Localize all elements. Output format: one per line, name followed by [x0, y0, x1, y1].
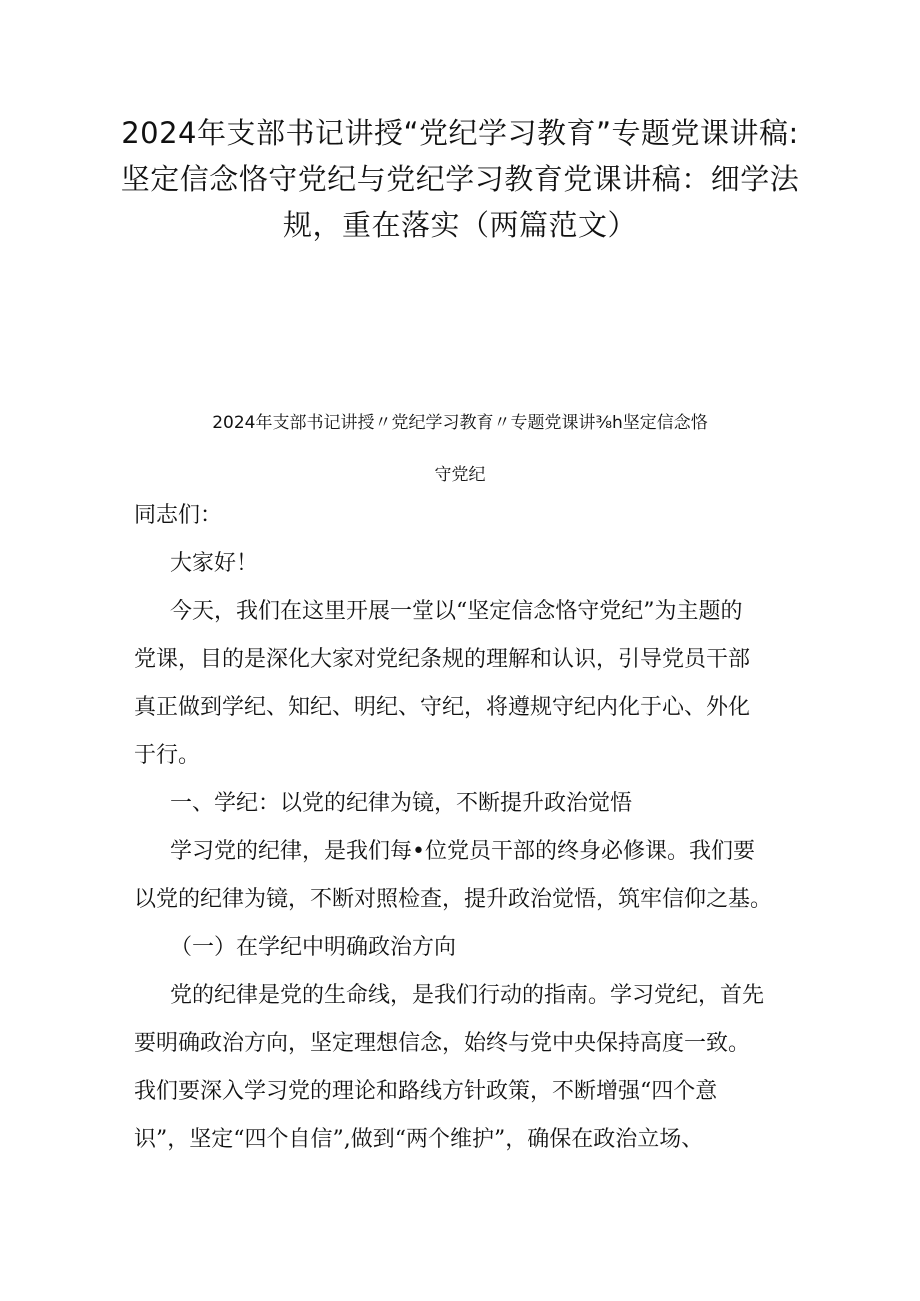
body-line: 大家好！	[170, 551, 259, 576]
body-line: 学习党的纪律，是我们每•位党员干部的终身必修课。我们要	[170, 839, 755, 864]
document-title	[100, 110, 820, 248]
body-line: 党的纪律是党的生命线，是我们行动的指南。学习党纪，首先	[170, 983, 765, 1008]
section-heading-line: 2024年支部书记讲授〃党纪学习教育〃专题党课讲⅜h坚定信念恪	[212, 413, 708, 433]
body-line: 于行。	[134, 743, 201, 768]
body-line: 今天，我们在这里开展一堂以“坚定信念恪守党纪”为主题的	[170, 599, 743, 624]
title-line: 2024年支部书记讲授“党纪学习教育”专题党课讲稿:	[121, 116, 799, 150]
title-line: 规，重在落实（两篇范文）	[282, 208, 637, 242]
body-line: 我们要深入学习党的理论和路线方针政策，不断增强“四个意	[134, 1079, 718, 1104]
body-line: 要明确政治方向，坚定理想信念，始终与党中央保持高度一致。	[134, 1031, 751, 1056]
body-line: 一、学纪：以党的纪律为镜，不断提升政治觉悟	[170, 791, 633, 816]
body-line: 真正做到学纪、知纪、明纪、守纪，将遵规守纪内化于心、外化	[134, 695, 751, 720]
body-text	[134, 492, 794, 1164]
body-line: 识”，坚定“四个自信”,做到“两个维护”，确保在政治立场、	[134, 1127, 704, 1152]
body-line: 以党的纪律为镜，不断对照检查，提升政治觉悟，筑牢信仰之基。	[134, 887, 773, 912]
title-line: 坚定信念恪守党纪与党纪学习教育党课讲稿：细学法	[120, 162, 800, 196]
body-line: 同志们：	[134, 503, 223, 528]
section-heading-line: 守党纪	[434, 465, 486, 485]
body-line: （一）在学纪中明确政治方向	[170, 935, 457, 960]
body-line: 党课，目的是深化大家对党纪条规的理解和认识，引导党员干部	[134, 647, 751, 672]
